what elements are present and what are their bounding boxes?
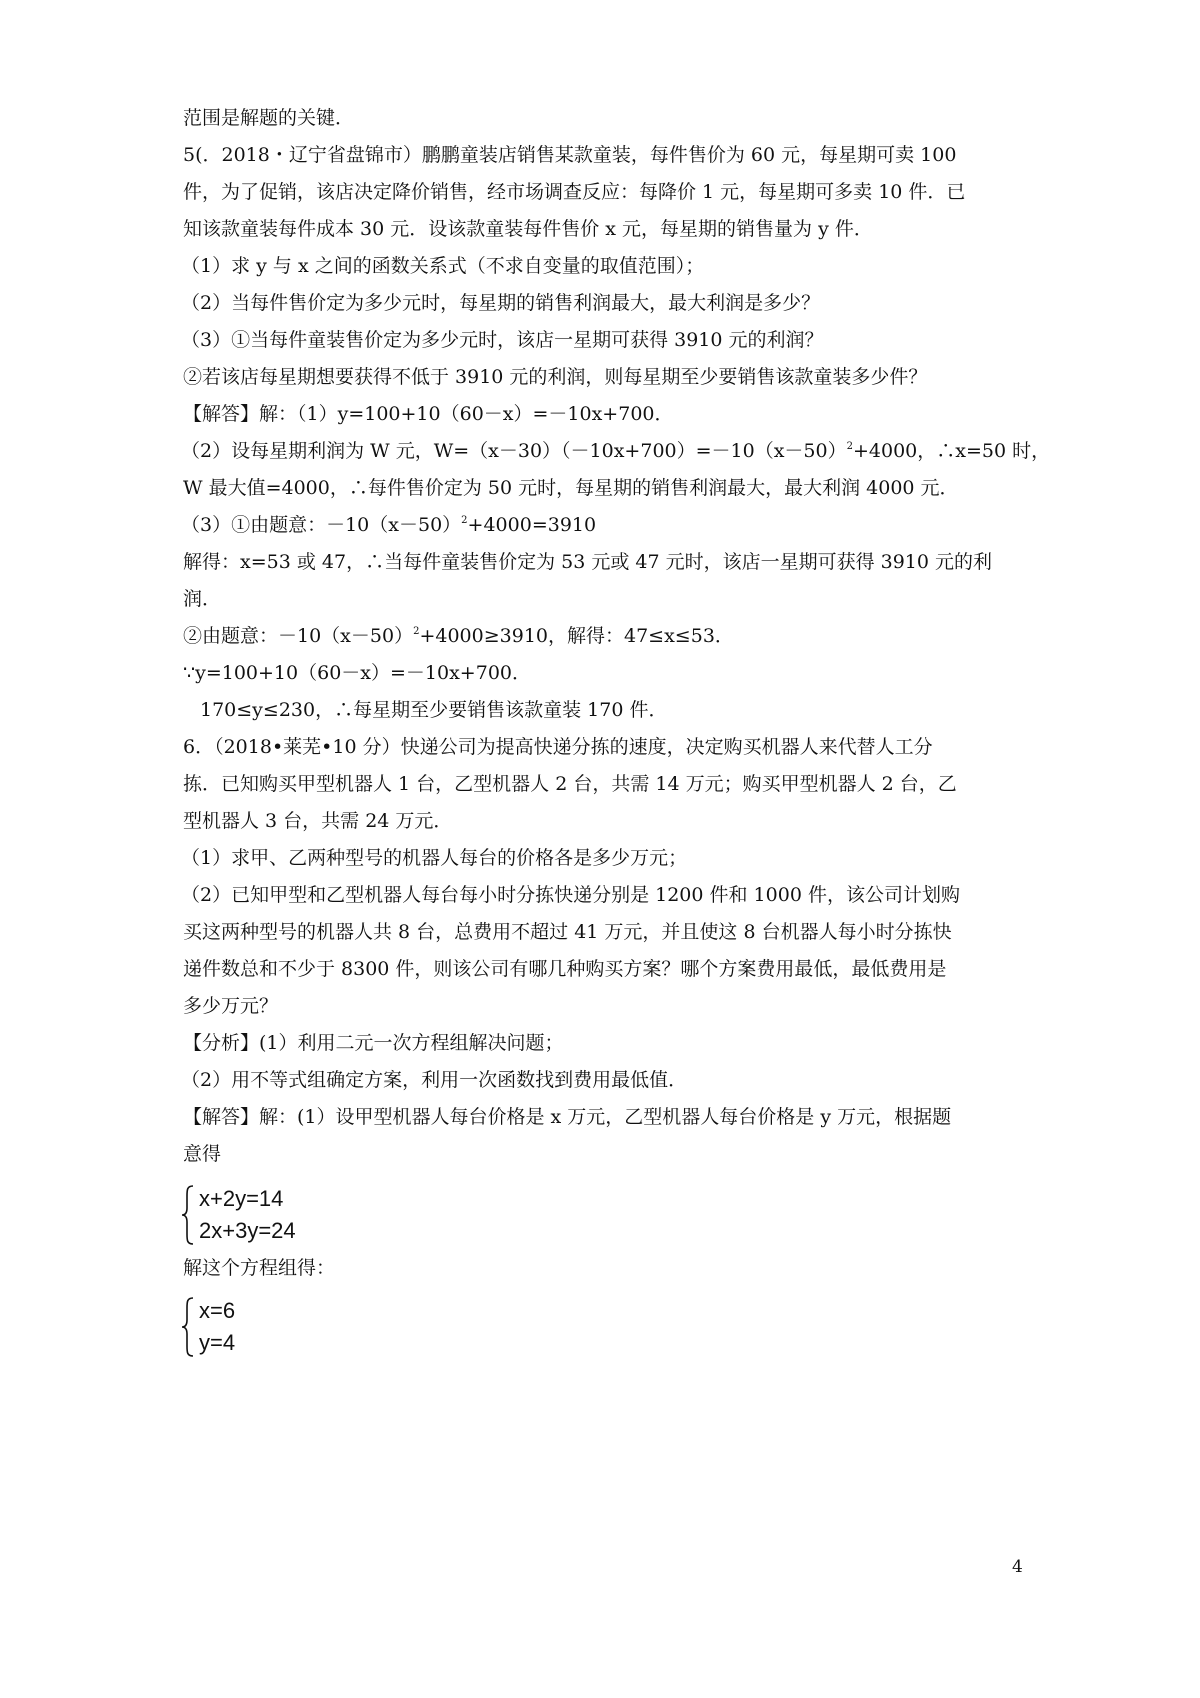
equation-line: x+2y=14 bbox=[199, 1186, 284, 1211]
equation-line: 2x+3y=24 bbox=[199, 1218, 296, 1243]
text-line: 解这个方程组得： bbox=[183, 1257, 336, 1279]
text-line: 型机器人 3 台，共需 24 万元． bbox=[183, 810, 453, 832]
answer-5-2: （2）设每星期利润为 W 元，$W=(x-30)(-10x+700)=-10(x-50)^2+4000$，∴x=50 时， bbox=[181, 440, 1051, 462]
question-6-2: （2）已知甲型和乙型机器人每台每小时分拣快递分别是 1200 件和 1000 件，该公司计划购 bbox=[181, 884, 960, 906]
equation-line: y=4 bbox=[199, 1330, 236, 1355]
analysis-6-1: 【分析】(1）利用二元一次方程组解决问题； bbox=[183, 1032, 564, 1054]
question-5-2: （2）当每件售价定为多少元时，每星期的销售利润最大，最大利润是多少？ bbox=[181, 292, 821, 314]
text-line: 多少万元？ bbox=[183, 995, 279, 1017]
question-5-3-2: ②若该店每星期想要获得不低于 3910 元的利润，则每星期至少要销售该款童装多少件？ bbox=[183, 366, 928, 388]
text-line: 递件数总和不少于 8300 件，则该公司有哪几种购买方案？哪个方案费用最低，最低费用是 bbox=[183, 958, 947, 980]
answer-6-1: 【解答】解：(1）设甲型机器人每台价格是 x 万元，乙型机器人每台价格是 y 万元，根据题 bbox=[183, 1106, 952, 1128]
text-line: ∵y=100+10（60－x）=－10x+700． bbox=[183, 662, 531, 684]
question-5-3-1: （3）①当每件童装售价定为多少元时，该店一星期可获得 3910 元的利润？ bbox=[181, 329, 824, 351]
problem-6-header: 6．（2018•莱芜•10 分）快递公司为提高快递分拣的速度，决定购买机器人来代替人工分 bbox=[183, 736, 933, 758]
text-line: 润． bbox=[183, 588, 222, 610]
analysis-6-2: （2）用不等式组确定方案，利用一次函数找到费用最低值． bbox=[181, 1069, 688, 1091]
text-line: 170≤y≤230，∴每星期至少要销售该款童装 170 件． bbox=[200, 699, 668, 721]
text-line: 知该款童装每件成本 30 元．设该款童装每件售价 x 元，每星期的销售量为 y 件． bbox=[183, 218, 873, 240]
equation-line: x=6 bbox=[199, 1298, 236, 1323]
answer-5-3-1: （3）①由题意：$-10(x-50)^2+4000=3910$ bbox=[181, 514, 597, 536]
equation-system-1 bbox=[181, 1184, 361, 1246]
text-line: 件，为了促销，该店决定降价销售，经市场调查反应：每降价 1 元，每星期可多卖 10 件．已 bbox=[183, 181, 966, 203]
left-brace-icon bbox=[181, 1184, 195, 1246]
question-5-1: （1）求 y 与 x 之间的函数关系式（不求自变量的取值范围）； bbox=[181, 255, 705, 277]
text-line: 拣．已知购买甲型机器人 1 台，乙型机器人 2 台，共需 14 万元；购买甲型机器人 2 台，乙 bbox=[183, 773, 957, 795]
question-6-1: （1）求甲、乙两种型号的机器人每台的价格各是多少万元； bbox=[181, 847, 688, 869]
page-number: 4 bbox=[1012, 1557, 1023, 1577]
left-brace-icon bbox=[181, 1296, 195, 1358]
text-line: 解得：x=53 或 47，∴当每件童装售价定为 53 元或 47 元时，该店一星期可获得 3910 元的利 bbox=[183, 551, 993, 573]
text-line: W 最大值=4000，∴每件售价定为 50 元时，每星期的销售利润最大，最大利润 4000 元． bbox=[183, 477, 959, 499]
answer-5-3-2: ②由题意：$-10(x-50)^2+4000\ge 3910$，解得：47≤x≤53． bbox=[183, 625, 734, 647]
answer-5-1: 【解答】解：（1）y=100+10（60－x）=－10x+700． bbox=[183, 403, 674, 425]
text-line: 范围是解题的关键． bbox=[183, 107, 355, 129]
text-line: 意得 bbox=[183, 1143, 222, 1165]
text-line: 买这两种型号的机器人共 8 台，总费用不超过 41 万元，并且使这 8 台机器人每小时分拣快 bbox=[183, 921, 952, 943]
problem-5-header: 5(．2018・辽宁省盘锦市）鹏鹏童装店销售某款童装，每件售价为 60 元，每星期可卖 100 bbox=[183, 144, 957, 166]
equation-system-2 bbox=[181, 1296, 361, 1358]
